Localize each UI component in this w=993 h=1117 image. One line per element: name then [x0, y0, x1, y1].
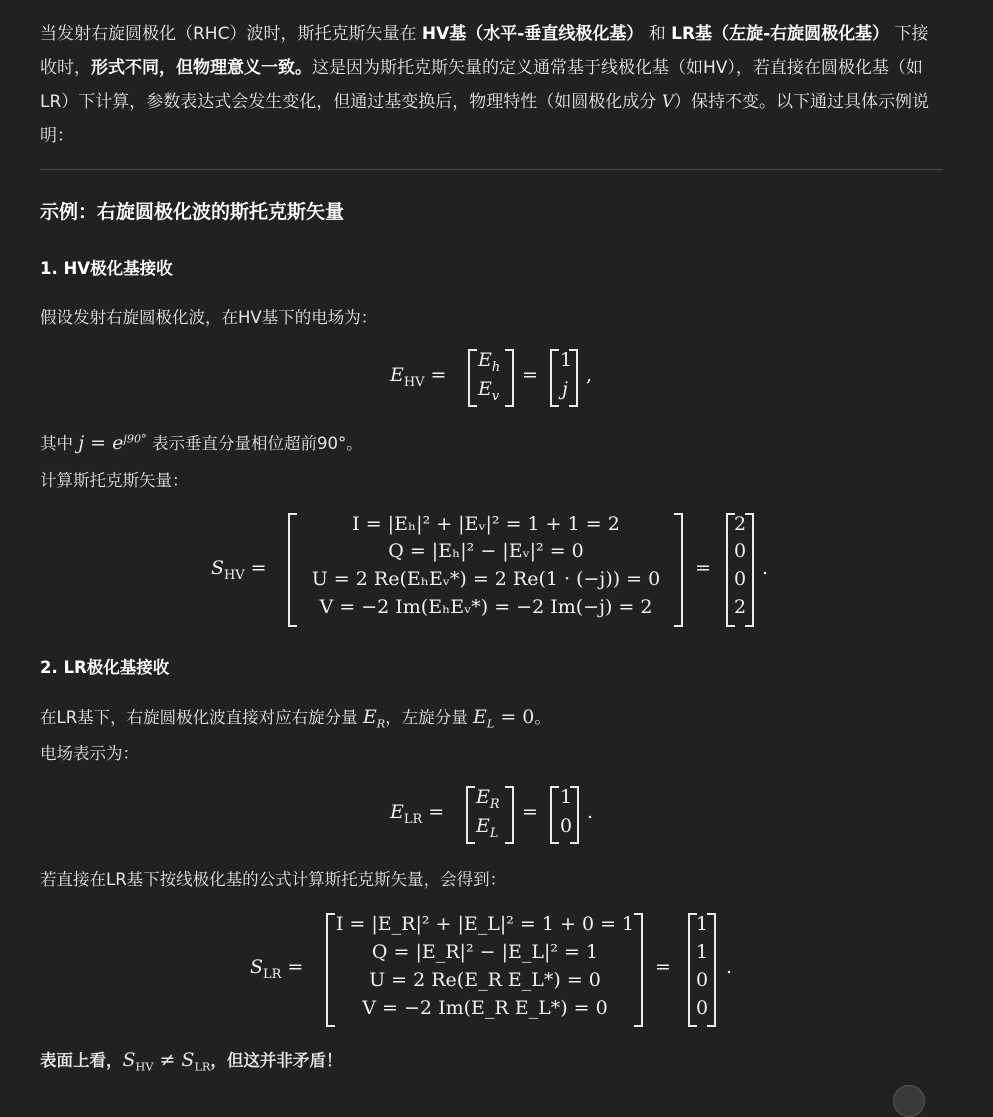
- matrix-bracket-right: [569, 349, 578, 407]
- matrix-bracket-left: [468, 349, 477, 407]
- intro-bold-hv: HV基（水平-垂直线极化基）: [421, 24, 644, 44]
- s-hv-row-v: V = −2 Im(EₕEᵥ*) = −2 Im(−j) = 2: [319, 596, 653, 618]
- scroll-button[interactable]: [893, 1085, 925, 1117]
- s-hv-val-1: 0: [734, 540, 747, 562]
- conclusion: 表面上看，$S_{HV} \ne S_{LR}$，但这并非矛盾！: [40, 1049, 343, 1074]
- eq-equals: =: [655, 956, 671, 978]
- section-1-para-2: 计算斯托克斯矢量：: [40, 471, 189, 490]
- s-hv-row-q: Q = |Eₕ|² − |Eᵥ|² = 0: [388, 540, 584, 562]
- section-2-para-2: 电场表示为：: [40, 744, 139, 763]
- eq-equals: =: [522, 364, 538, 386]
- eq-equals: =: [695, 557, 711, 579]
- matrix-bracket-right: [505, 786, 514, 844]
- s-lr-val-3: 0: [696, 997, 709, 1019]
- eq-e-hv-top: $E_h$: [478, 349, 501, 375]
- s-hv-row-i: I = |Eₕ|² + |Eᵥ|² = 1 + 1 = 2: [352, 513, 620, 535]
- eq-e-hv-lhs: $E_{HV}$ =: [390, 364, 447, 390]
- section-2-para-1: 在LR基下，右旋圆极化波直接对应右旋分量 $E_R$，左旋分量 $E_L = 0$。: [40, 706, 551, 731]
- matrix-bracket-left: [550, 786, 559, 844]
- eq-period: .: [587, 801, 594, 823]
- eq-period: .: [762, 557, 769, 579]
- matrix-bracket-right: [570, 786, 579, 844]
- intro-text-3: 下接收时，: [40, 24, 929, 78]
- s-hv-lhs: $S_{HV}$ =: [211, 557, 267, 583]
- matrix-bracket-right: [634, 913, 643, 1027]
- s-hv-row-u: U = 2 Re(EₕEᵥ*) = 2 Re(1 · (−j)) = 0: [311, 568, 661, 590]
- s-lr-row-i: I = |E_R|² + |E_L|² = 1 + 0 = 1: [335, 913, 635, 935]
- eq-e-hv-r-top: 1: [560, 349, 573, 371]
- eq-e-hv-bot: $E_v$: [478, 378, 500, 404]
- eq-e-lr-bot: $E_L$: [476, 815, 499, 841]
- intro-paragraph: [40, 17, 943, 153]
- matrix-bracket-right: [745, 513, 754, 627]
- matrix-bracket-left: [550, 349, 559, 407]
- intro-text-4: 这是因为斯托克斯矢量的定义通常基于线极化基（如HV），若直接在圆极化基（如LR）下计算，参数表达式会发生变化，但通过基变换后，物理特性（如圆极化成分: [40, 58, 923, 112]
- intro-math-v: V: [661, 92, 674, 112]
- example-title: 示例：右旋圆极化波的斯托克斯矢量: [40, 201, 345, 223]
- matrix-bracket-left: [466, 786, 475, 844]
- matrix-bracket-right: [674, 513, 683, 627]
- eq-e-lr-lhs: $E_{LR}$ =: [390, 801, 445, 827]
- intro-text-5: ）保持不变。以下通过具体示例说明：: [40, 92, 929, 146]
- intro-bold-lr: LR基（左旋-右旋圆极化基）: [671, 24, 890, 44]
- s-hv-val-2: 0: [734, 568, 747, 590]
- s-hv-val-3: 2: [734, 596, 747, 618]
- s-lr-row-u: U = 2 Re(E_R E_L*) = 0: [369, 969, 601, 991]
- divider: [40, 169, 943, 170]
- section-2-title: 2. LR极化基接收: [40, 658, 170, 677]
- eq-period: .: [726, 956, 733, 978]
- s-lr-lhs: $S_{LR}$ =: [250, 956, 304, 982]
- s-lr-row-q: Q = |E_R|² − |E_L|² = 1: [371, 941, 599, 963]
- eq-e-lr-r-top: 1: [560, 786, 573, 808]
- section-2-para-3: 若直接在LR基下按线极化基的公式计算斯托克斯矢量，会得到：: [40, 870, 507, 889]
- eq-comma: ,: [586, 364, 593, 386]
- section-1-title: 1. HV极化基接收: [40, 259, 173, 278]
- section-1-note: 其中 $j = e^{j90^\circ}$ 表示垂直分量相位超前90°。: [40, 432, 363, 454]
- eq-e-lr-top: $E_R$: [476, 786, 500, 812]
- eq-e-lr-r-bot: 0: [560, 815, 573, 837]
- s-lr-val-0: 1: [696, 913, 709, 935]
- matrix-bracket-right: [707, 913, 716, 1027]
- s-lr-val-2: 0: [696, 969, 709, 991]
- intro-text-2: 和: [643, 24, 672, 44]
- matrix-bracket-right: [505, 349, 514, 407]
- eq-e-hv-r-bot: j: [562, 378, 568, 400]
- intro-text-1: 当发射右旋圆极化（RHC）波时，斯托克斯矢量在: [40, 24, 422, 44]
- eq-equals: =: [522, 801, 538, 823]
- section-1-para-1: 假设发射右旋圆极化波，在HV基下的电场为：: [40, 308, 378, 327]
- intro-bold-conclusion: 形式不同，但物理意义一致。: [91, 58, 312, 78]
- s-hv-val-0: 2: [734, 513, 747, 535]
- s-lr-val-1: 1: [696, 941, 709, 963]
- s-lr-row-v: V = −2 Im(E_R E_L*) = 0: [362, 997, 608, 1019]
